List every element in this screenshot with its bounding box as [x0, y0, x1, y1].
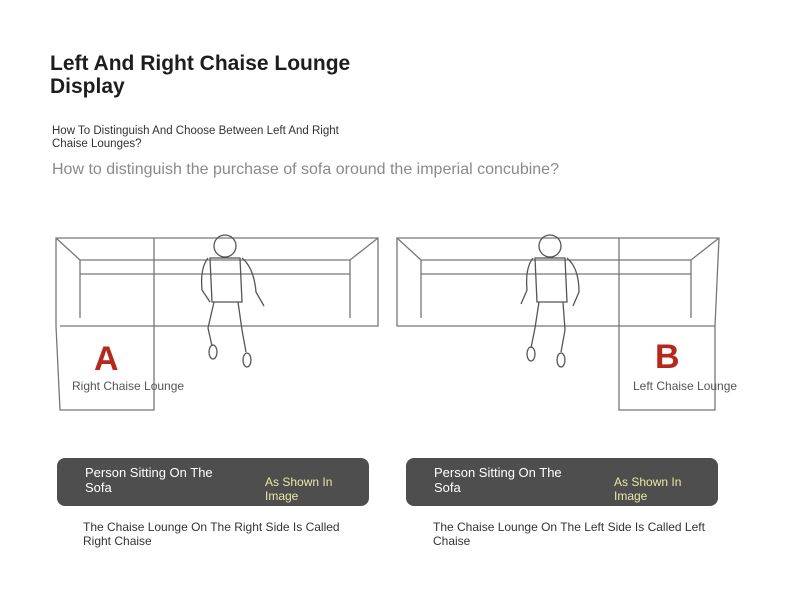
page-title: Left And Right Chaise Lounge Display [50, 52, 351, 98]
caption-right: The Chaise Lounge On The Left Side Is Called Left Chaise [433, 520, 705, 548]
pill-note: As Shown In Image [265, 475, 333, 503]
left-chaise-label: Left Chaise Lounge [633, 379, 738, 393]
letter-b: B [655, 338, 680, 376]
letter-a: A [94, 340, 119, 378]
info-pill-right [406, 458, 718, 506]
pill-text: Person Sitting On The Sofa [434, 465, 562, 495]
page-question: How to distinguish the purchase of sofa oround the imperial concubine? [52, 161, 559, 178]
pill-text: Person Sitting On The Sofa [85, 465, 213, 495]
info-pill-left [57, 458, 369, 506]
pill-note: As Shown In Image [614, 475, 682, 503]
caption-left: The Chaise Lounge On The Right Side Is Called Right Chaise [83, 520, 340, 548]
right-chaise-label: Right Chaise Lounge [72, 379, 185, 393]
page-subtitle: How To Distinguish And Choose Between Left And Right Chaise Lounges? [52, 125, 339, 150]
